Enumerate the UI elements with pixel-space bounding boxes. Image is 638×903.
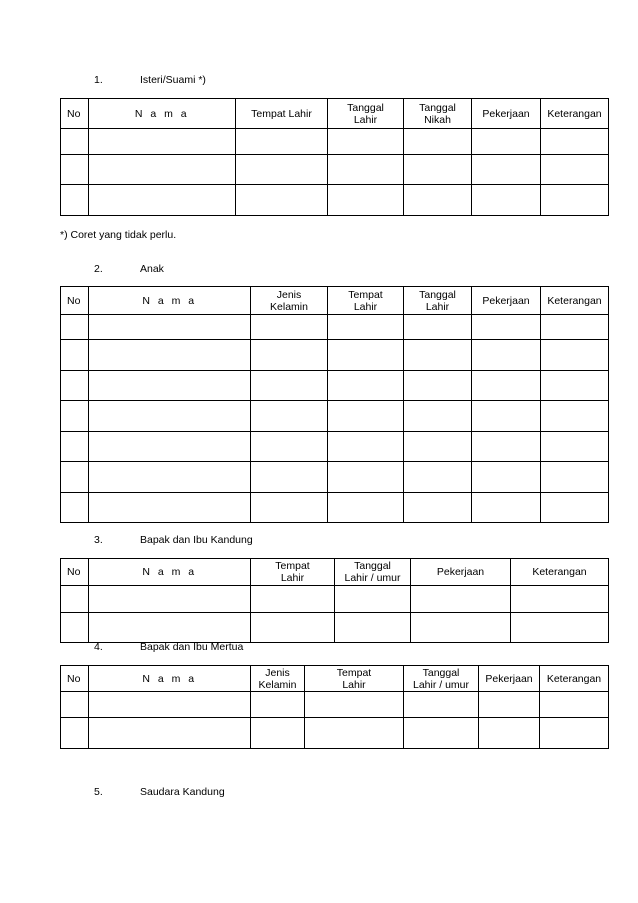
table-row	[61, 586, 609, 613]
cell[interactable]	[335, 613, 411, 643]
cell[interactable]	[479, 692, 540, 718]
header-tempat-lahir: Tempat Lahir	[305, 666, 404, 692]
section-number: 5.	[94, 786, 103, 798]
cell[interactable]	[61, 155, 89, 185]
header-tanggal-lahir: Tanggal Lahir	[328, 99, 404, 129]
section-number: 4.	[94, 641, 103, 653]
header-no: No	[61, 99, 89, 129]
cell[interactable]	[328, 493, 404, 523]
header-pekerjaan: Pekerjaan	[472, 99, 541, 129]
header-keterangan: Keterangan	[540, 666, 609, 692]
cell[interactable]	[404, 315, 472, 340]
header-tanggal-lahir-umur: Tanggal Lahir / umur	[404, 666, 479, 692]
cell[interactable]	[472, 340, 541, 371]
cell[interactable]	[89, 155, 236, 185]
cell[interactable]	[328, 340, 404, 371]
cell[interactable]	[328, 129, 404, 155]
cell[interactable]	[541, 155, 609, 185]
cell[interactable]	[89, 371, 251, 401]
table-header-row	[61, 666, 609, 692]
table-row	[61, 493, 609, 523]
cell[interactable]	[404, 185, 472, 216]
cell[interactable]	[251, 718, 305, 749]
cell[interactable]	[251, 692, 305, 718]
cell[interactable]	[404, 493, 472, 523]
cell[interactable]	[251, 613, 335, 643]
section-title: Isteri/Suami *)	[140, 74, 206, 86]
section-number: 1.	[94, 74, 103, 86]
cell[interactable]	[404, 401, 472, 432]
header-nama: N a m a	[89, 99, 236, 129]
cell[interactable]	[251, 462, 328, 493]
cell[interactable]	[251, 371, 328, 401]
header-no: No	[61, 559, 89, 586]
header-no: No	[61, 666, 89, 692]
cell[interactable]	[404, 371, 472, 401]
cell[interactable]	[61, 432, 89, 462]
cell[interactable]	[479, 718, 540, 749]
header-tempat-lahir: Tempat Lahir	[251, 559, 335, 586]
header-nama: N a m a	[89, 666, 251, 692]
header-jenis-kelamin: Jenis Kelamin	[251, 287, 328, 315]
table-row	[61, 613, 609, 643]
cell[interactable]	[541, 493, 609, 523]
header-tanggal-lahir-umur: Tanggal Lahir / umur	[335, 559, 411, 586]
cell[interactable]	[61, 586, 89, 613]
header-nama: N a m a	[89, 287, 251, 315]
cell[interactable]	[328, 462, 404, 493]
cell[interactable]	[89, 718, 251, 749]
cell[interactable]	[328, 315, 404, 340]
table-header-row	[61, 287, 609, 315]
cell[interactable]	[251, 340, 328, 371]
cell[interactable]	[61, 718, 89, 749]
cell[interactable]	[251, 586, 335, 613]
cell[interactable]	[472, 371, 541, 401]
cell[interactable]	[511, 613, 609, 643]
header-nama: N a m a	[89, 559, 251, 586]
cell[interactable]	[541, 185, 609, 216]
section-number: 2.	[94, 263, 103, 275]
cell[interactable]	[89, 340, 251, 371]
header-pekerjaan: Pekerjaan	[479, 666, 540, 692]
table-row	[61, 432, 609, 462]
cell[interactable]	[61, 129, 89, 155]
cell[interactable]	[541, 340, 609, 371]
header-keterangan: Keterangan	[541, 99, 609, 129]
header-tanggal-lahir: Tanggal Lahir	[404, 287, 472, 315]
cell[interactable]	[236, 155, 328, 185]
footnote: *) Coret yang tidak perlu.	[60, 229, 177, 241]
table-row	[61, 718, 609, 749]
table-row	[61, 692, 609, 718]
cell[interactable]	[540, 718, 609, 749]
cell[interactable]	[89, 586, 251, 613]
section-heading-bapak-ibu-mertua	[94, 641, 243, 653]
cell[interactable]	[89, 401, 251, 432]
cell[interactable]	[472, 185, 541, 216]
cell[interactable]	[251, 315, 328, 340]
cell[interactable]	[89, 432, 251, 462]
header-keterangan: Keterangan	[511, 559, 609, 586]
table-row	[61, 462, 609, 493]
cell[interactable]	[404, 155, 472, 185]
table-row	[61, 371, 609, 401]
cell[interactable]	[472, 462, 541, 493]
cell[interactable]	[89, 315, 251, 340]
cell[interactable]	[328, 401, 404, 432]
cell[interactable]	[89, 462, 251, 493]
section-title: Bapak dan Ibu Mertua	[140, 641, 244, 653]
cell[interactable]	[251, 493, 328, 523]
cell[interactable]	[328, 155, 404, 185]
cell[interactable]	[236, 129, 328, 155]
cell[interactable]	[540, 692, 609, 718]
cell[interactable]	[404, 129, 472, 155]
cell[interactable]	[89, 185, 236, 216]
cell[interactable]	[404, 692, 479, 718]
cell[interactable]	[472, 493, 541, 523]
section-heading-isteri-suami	[94, 74, 206, 86]
cell[interactable]	[472, 129, 541, 155]
table-row	[61, 185, 609, 216]
cell[interactable]	[511, 586, 609, 613]
cell[interactable]	[404, 462, 472, 493]
header-keterangan: Keterangan	[541, 287, 609, 315]
section-heading-bapak-ibu-kandung	[94, 534, 253, 546]
cell[interactable]	[335, 586, 411, 613]
table-bapak-ibu-mertua	[60, 665, 609, 749]
cell[interactable]	[305, 718, 404, 749]
header-pekerjaan: Pekerjaan	[411, 559, 511, 586]
section-title: Bapak dan Ibu Kandung	[140, 534, 253, 546]
table-row	[61, 401, 609, 432]
header-tempat-lahir: Tempat Lahir	[236, 99, 328, 129]
table-isteri-suami	[60, 98, 609, 216]
header-no: No	[61, 287, 89, 315]
cell[interactable]	[541, 401, 609, 432]
cell[interactable]	[61, 613, 89, 643]
section-title: Saudara Kandung	[140, 786, 225, 798]
table-bapak-ibu-kandung	[60, 558, 609, 643]
cell[interactable]	[404, 340, 472, 371]
cell[interactable]	[404, 432, 472, 462]
cell[interactable]	[328, 432, 404, 462]
header-jenis-kelamin: Jenis Kelamin	[251, 666, 305, 692]
section-number: 3.	[94, 534, 103, 546]
cell[interactable]	[89, 493, 251, 523]
cell[interactable]	[89, 613, 251, 643]
header-pekerjaan: Pekerjaan	[472, 287, 541, 315]
cell[interactable]	[541, 462, 609, 493]
table-row	[61, 315, 609, 340]
section-title: Anak	[140, 263, 164, 275]
cell[interactable]	[61, 340, 89, 371]
cell[interactable]	[89, 129, 236, 155]
table-row	[61, 340, 609, 371]
cell[interactable]	[61, 315, 89, 340]
cell[interactable]	[541, 129, 609, 155]
cell[interactable]	[541, 315, 609, 340]
cell[interactable]	[305, 692, 404, 718]
cell[interactable]	[541, 371, 609, 401]
cell[interactable]	[251, 432, 328, 462]
cell[interactable]	[472, 155, 541, 185]
cell[interactable]	[328, 185, 404, 216]
cell[interactable]	[61, 462, 89, 493]
cell[interactable]	[411, 586, 511, 613]
cell[interactable]	[328, 371, 404, 401]
table-header-row	[61, 559, 609, 586]
cell[interactable]	[236, 185, 328, 216]
cell[interactable]	[61, 371, 89, 401]
cell[interactable]	[61, 493, 89, 523]
cell[interactable]	[61, 692, 89, 718]
cell[interactable]	[472, 401, 541, 432]
header-tanggal-nikah: Tanggal Nikah	[404, 99, 472, 129]
cell[interactable]	[472, 315, 541, 340]
cell[interactable]	[61, 185, 89, 216]
table-row	[61, 129, 609, 155]
section-heading-anak	[94, 263, 164, 275]
cell[interactable]	[472, 432, 541, 462]
table-row	[61, 155, 609, 185]
header-tempat-lahir: Tempat Lahir	[328, 287, 404, 315]
table-header-row	[61, 99, 609, 129]
cell[interactable]	[89, 692, 251, 718]
section-heading-saudara-kandung	[94, 786, 225, 798]
cell[interactable]	[251, 401, 328, 432]
cell[interactable]	[404, 718, 479, 749]
cell[interactable]	[541, 432, 609, 462]
table-anak	[60, 286, 609, 523]
cell[interactable]	[61, 401, 89, 432]
cell[interactable]	[411, 613, 511, 643]
